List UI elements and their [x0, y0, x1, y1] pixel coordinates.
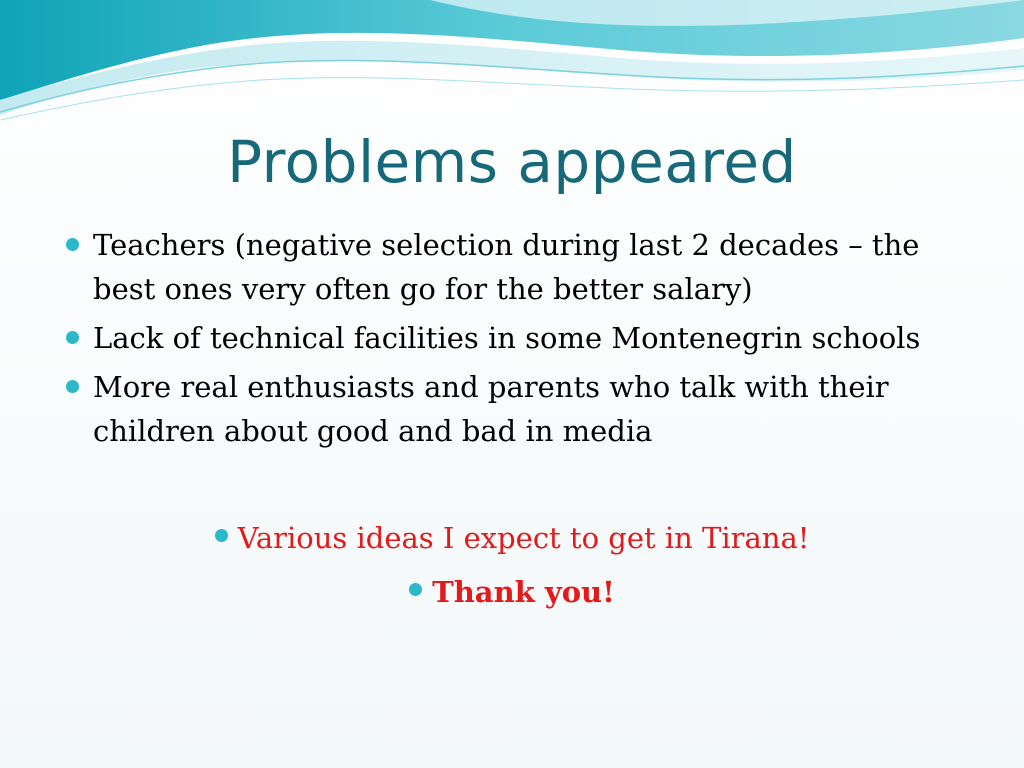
list-item [60, 316, 960, 360]
bullet-text: More real enthusiasts and parents who talk with their children about good and bad in media [93, 370, 889, 448]
centered-bullet-ideas [0, 516, 1024, 560]
bullet-text: Lack of technical facilities in some Montenegrin schools [93, 321, 921, 355]
slide-title: Problems appeared [227, 128, 797, 196]
thank-you-text: Thank you! [432, 575, 615, 609]
bullet-dot-icon [66, 238, 79, 251]
bullet-text: Teachers (negative selection during last 2 decades – the best ones very often go for the better salary) [93, 228, 920, 306]
centered-bullet-thanks [0, 570, 1024, 614]
bullet-dot-icon [66, 380, 79, 393]
list-item [60, 223, 960, 311]
decorative-wave-header [0, 0, 1024, 130]
bullet-dot-icon [215, 529, 228, 542]
bullet-dot-icon [66, 331, 79, 344]
list-item [60, 365, 960, 453]
ideas-text: Various ideas I expect to get in Tirana! [237, 521, 810, 555]
bullet-dot-icon [409, 583, 422, 596]
bullet-list [60, 223, 960, 458]
